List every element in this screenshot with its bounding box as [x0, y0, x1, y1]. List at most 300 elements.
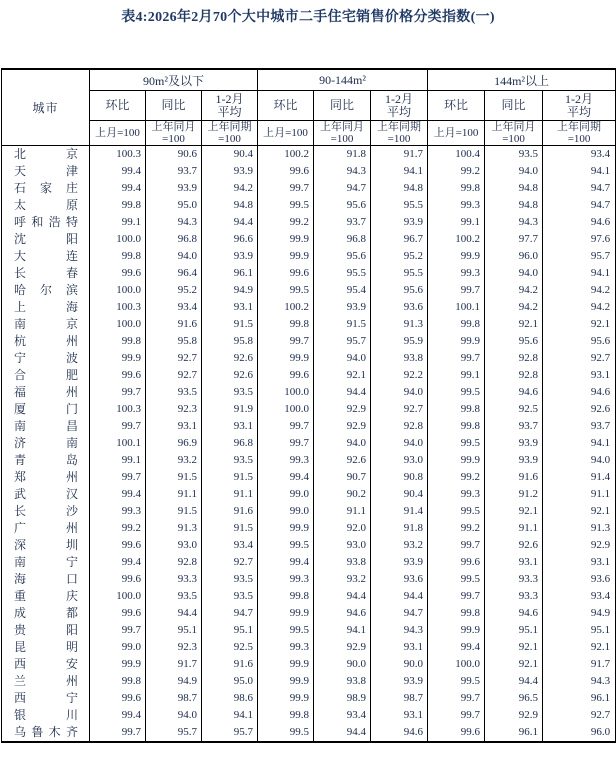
city-name: 银 川 — [14, 708, 78, 722]
value-cell: 99.9 — [258, 520, 314, 537]
table-header — [2, 69, 616, 146]
city-name: 上 海 — [14, 300, 78, 314]
value-cell: 90.4 — [202, 146, 258, 164]
value-cell: 94.4 — [146, 605, 202, 622]
city-cell — [2, 248, 90, 265]
value-cell: 99.7 — [90, 469, 146, 486]
col-header-mom-g1: 环比 — [90, 91, 146, 121]
value-cell: 92.6 — [485, 537, 543, 554]
city-name: 南 京 — [14, 317, 78, 331]
value-cell: 92.9 — [485, 707, 543, 724]
value-cell: 99.6 — [258, 265, 314, 282]
value-cell: 94.0 — [314, 350, 371, 367]
value-cell: 92.6 — [314, 452, 371, 469]
value-cell: 93.1 — [543, 554, 616, 571]
table-row — [2, 146, 616, 164]
value-cell: 93.5 — [146, 588, 202, 605]
group-header-90-144: 90-144m² — [258, 69, 428, 91]
city-cell — [2, 486, 90, 503]
value-cell: 93.9 — [314, 299, 371, 316]
value-cell: 99.1 — [90, 452, 146, 469]
city-cell — [2, 180, 90, 197]
value-cell: 99.8 — [258, 707, 314, 724]
value-cell: 95.1 — [485, 622, 543, 639]
value-cell: 93.1 — [371, 707, 428, 724]
value-cell: 92.5 — [202, 639, 258, 656]
value-cell: 100.1 — [90, 435, 146, 452]
table-row — [2, 520, 616, 537]
value-cell: 94.9 — [543, 605, 616, 622]
table-row — [2, 180, 616, 197]
value-cell: 99.7 — [258, 435, 314, 452]
base-header-row — [2, 121, 616, 146]
value-cell: 99.9 — [90, 656, 146, 673]
value-cell: 92.8 — [371, 418, 428, 435]
city-cell — [2, 299, 90, 316]
value-cell: 96.6 — [202, 231, 258, 248]
value-cell: 99.9 — [258, 673, 314, 690]
table-row — [2, 197, 616, 214]
value-cell: 93.5 — [202, 452, 258, 469]
value-cell: 99.3 — [428, 265, 485, 282]
value-cell: 95.1 — [543, 622, 616, 639]
table-row — [2, 622, 616, 639]
value-cell: 94.0 — [485, 265, 543, 282]
col-base-avg-g1: 上年同期 =100 — [202, 121, 258, 146]
city-cell — [2, 367, 90, 384]
value-cell: 92.7 — [146, 367, 202, 384]
value-cell: 95.8 — [146, 333, 202, 350]
city-name: 呼 和 浩 特 — [14, 215, 78, 229]
city-name: 昆 明 — [14, 640, 78, 654]
value-cell: 99.1 — [90, 214, 146, 231]
value-cell: 94.0 — [314, 435, 371, 452]
city-cell — [2, 231, 90, 248]
value-cell: 92.7 — [543, 707, 616, 724]
city-name: 大 连 — [14, 249, 78, 263]
value-cell: 99.7 — [258, 180, 314, 197]
value-cell: 93.5 — [485, 146, 543, 164]
value-cell: 95.2 — [146, 282, 202, 299]
value-cell: 91.6 — [485, 469, 543, 486]
value-cell: 92.7 — [543, 350, 616, 367]
value-cell: 94.3 — [314, 163, 371, 180]
value-cell: 94.1 — [371, 163, 428, 180]
value-cell: 99.8 — [258, 588, 314, 605]
value-cell: 91.5 — [202, 520, 258, 537]
table-row — [2, 537, 616, 554]
city-name: 厦 门 — [14, 402, 78, 416]
col-base-avg-g3: 上年同期 =100 — [543, 121, 616, 146]
table-row — [2, 469, 616, 486]
value-cell: 99.9 — [428, 333, 485, 350]
value-cell: 93.4 — [146, 299, 202, 316]
col-base-mom-g3: 上月=100 — [428, 121, 485, 146]
value-cell: 99.6 — [258, 163, 314, 180]
value-cell: 91.5 — [146, 469, 202, 486]
value-cell: 99.2 — [428, 520, 485, 537]
value-cell: 99.5 — [428, 384, 485, 401]
col-header-mom-g3: 环比 — [428, 91, 485, 121]
col-header-yoy-g2: 同比 — [314, 91, 371, 121]
value-cell: 93.7 — [543, 418, 616, 435]
value-cell: 99.0 — [258, 486, 314, 503]
city-cell — [2, 588, 90, 605]
city-cell — [2, 622, 90, 639]
value-cell: 99.1 — [428, 214, 485, 231]
value-cell: 92.1 — [543, 316, 616, 333]
table-row — [2, 588, 616, 605]
value-cell: 99.3 — [258, 452, 314, 469]
table-row — [2, 248, 616, 265]
value-cell: 93.9 — [371, 554, 428, 571]
value-cell: 99.5 — [258, 537, 314, 554]
city-name: 济 南 — [14, 436, 78, 450]
city-cell — [2, 146, 90, 164]
value-cell: 93.4 — [543, 146, 616, 164]
value-cell: 94.6 — [543, 384, 616, 401]
value-cell: 100.2 — [258, 146, 314, 164]
city-name: 南 昌 — [14, 419, 78, 433]
value-cell: 99.7 — [90, 622, 146, 639]
value-cell: 94.2 — [202, 180, 258, 197]
value-cell: 93.9 — [146, 180, 202, 197]
value-cell: 99.4 — [90, 163, 146, 180]
value-cell: 95.7 — [146, 724, 202, 742]
city-name: 西 安 — [14, 657, 78, 671]
table-row — [2, 707, 616, 724]
value-cell: 100.2 — [428, 231, 485, 248]
value-cell: 99.4 — [258, 469, 314, 486]
value-cell: 96.7 — [371, 231, 428, 248]
value-cell: 94.7 — [543, 180, 616, 197]
value-cell: 99.3 — [428, 486, 485, 503]
value-cell: 93.3 — [146, 571, 202, 588]
value-cell: 94.8 — [371, 180, 428, 197]
value-cell: 95.7 — [543, 248, 616, 265]
value-cell: 94.1 — [314, 622, 371, 639]
value-cell: 92.6 — [543, 401, 616, 418]
value-cell: 92.1 — [543, 503, 616, 520]
value-cell: 92.3 — [146, 639, 202, 656]
price-index-table — [1, 68, 616, 743]
value-cell: 99.8 — [258, 316, 314, 333]
table-row — [2, 639, 616, 656]
city-name: 沈 阳 — [14, 232, 78, 246]
value-cell: 93.5 — [202, 571, 258, 588]
value-cell: 99.7 — [428, 707, 485, 724]
value-cell: 91.1 — [543, 486, 616, 503]
value-cell: 99.3 — [90, 503, 146, 520]
table-row — [2, 214, 616, 231]
value-cell: 99.7 — [258, 418, 314, 435]
table-row — [2, 333, 616, 350]
value-cell: 92.2 — [371, 367, 428, 384]
group-header-90-and-below: 90m²及以下 — [90, 69, 258, 91]
value-cell: 95.5 — [314, 265, 371, 282]
value-cell: 99.5 — [428, 435, 485, 452]
value-cell: 94.0 — [371, 384, 428, 401]
table-row — [2, 418, 616, 435]
value-cell: 99.7 — [258, 333, 314, 350]
city-cell — [2, 418, 90, 435]
value-cell: 93.4 — [314, 707, 371, 724]
value-cell: 91.6 — [202, 656, 258, 673]
city-name: 深 圳 — [14, 538, 78, 552]
value-cell: 94.2 — [485, 282, 543, 299]
value-cell: 92.9 — [543, 537, 616, 554]
value-cell: 94.7 — [314, 180, 371, 197]
value-cell: 94.0 — [146, 248, 202, 265]
value-cell: 93.1 — [371, 639, 428, 656]
value-cell: 99.6 — [90, 605, 146, 622]
value-cell: 100.3 — [90, 146, 146, 164]
value-cell: 93.5 — [146, 384, 202, 401]
value-cell: 99.5 — [428, 503, 485, 520]
table-row — [2, 503, 616, 520]
city-cell — [2, 707, 90, 724]
value-cell: 99.8 — [90, 333, 146, 350]
value-cell: 93.8 — [314, 673, 371, 690]
value-cell: 96.5 — [485, 690, 543, 707]
value-cell: 91.5 — [202, 316, 258, 333]
value-cell: 99.7 — [90, 724, 146, 742]
value-cell: 95.7 — [202, 724, 258, 742]
value-cell: 94.6 — [371, 724, 428, 742]
value-cell: 99.7 — [428, 588, 485, 605]
city-cell — [2, 639, 90, 656]
value-cell: 93.3 — [485, 588, 543, 605]
value-cell: 100.3 — [90, 401, 146, 418]
group-header-row — [2, 69, 616, 91]
value-cell: 93.2 — [371, 537, 428, 554]
value-cell: 96.1 — [202, 265, 258, 282]
value-cell: 99.4 — [90, 707, 146, 724]
value-cell: 99.5 — [258, 724, 314, 742]
city-cell — [2, 469, 90, 486]
city-name: 重 庆 — [14, 589, 78, 603]
value-cell: 96.8 — [314, 231, 371, 248]
city-cell — [2, 265, 90, 282]
table-row — [2, 605, 616, 622]
value-cell: 99.8 — [428, 418, 485, 435]
value-cell: 99.6 — [90, 265, 146, 282]
city-cell — [2, 316, 90, 333]
value-cell: 95.5 — [371, 197, 428, 214]
col-base-yoy-g2: 上年同月 =100 — [314, 121, 371, 146]
value-cell: 99.9 — [258, 656, 314, 673]
value-cell: 94.0 — [146, 707, 202, 724]
value-cell: 92.9 — [314, 639, 371, 656]
value-cell: 90.2 — [314, 486, 371, 503]
city-name: 杭 州 — [14, 334, 78, 348]
city-cell — [2, 333, 90, 350]
value-cell: 97.6 — [543, 231, 616, 248]
value-cell: 99.2 — [428, 469, 485, 486]
value-cell: 92.5 — [485, 401, 543, 418]
value-cell: 91.9 — [202, 401, 258, 418]
value-cell: 96.9 — [146, 435, 202, 452]
value-cell: 94.1 — [543, 163, 616, 180]
value-cell: 99.8 — [428, 401, 485, 418]
city-name: 郑 州 — [14, 470, 78, 484]
value-cell: 94.1 — [543, 265, 616, 282]
value-cell: 94.4 — [314, 724, 371, 742]
value-cell: 99.3 — [258, 639, 314, 656]
value-cell: 91.8 — [314, 146, 371, 164]
value-cell: 94.8 — [202, 197, 258, 214]
table-body — [2, 146, 616, 743]
value-cell: 91.1 — [485, 520, 543, 537]
value-cell: 98.9 — [314, 690, 371, 707]
table-row — [2, 435, 616, 452]
value-cell: 90.4 — [371, 486, 428, 503]
table-row — [2, 163, 616, 180]
city-cell — [2, 656, 90, 673]
value-cell: 97.7 — [485, 231, 543, 248]
city-cell — [2, 350, 90, 367]
value-cell: 94.4 — [202, 214, 258, 231]
value-cell: 96.1 — [485, 724, 543, 742]
city-cell — [2, 401, 90, 418]
value-cell: 92.0 — [314, 520, 371, 537]
value-cell: 95.8 — [202, 333, 258, 350]
value-cell: 91.3 — [371, 316, 428, 333]
value-cell: 94.6 — [314, 605, 371, 622]
value-cell: 99.0 — [258, 503, 314, 520]
value-cell: 95.6 — [314, 197, 371, 214]
value-cell: 91.1 — [146, 486, 202, 503]
value-cell: 99.6 — [428, 724, 485, 742]
city-name: 兰 州 — [14, 674, 78, 688]
city-name: 青 岛 — [14, 453, 78, 467]
value-cell: 91.1 — [314, 503, 371, 520]
city-name: 天 津 — [14, 164, 78, 178]
city-cell — [2, 197, 90, 214]
metric-header-row — [2, 91, 616, 121]
value-cell: 94.7 — [543, 197, 616, 214]
value-cell: 94.7 — [371, 605, 428, 622]
value-cell: 100.0 — [428, 656, 485, 673]
city-name: 福 州 — [14, 385, 78, 399]
page-title: 表4:2026年2月70个大中城市二手住宅销售价格分类指数(一) — [121, 10, 495, 25]
city-name: 太 原 — [14, 198, 78, 212]
value-cell: 99.8 — [90, 248, 146, 265]
value-cell: 98.7 — [146, 690, 202, 707]
value-cell: 99.0 — [90, 639, 146, 656]
value-cell: 90.0 — [314, 656, 371, 673]
value-cell: 92.7 — [146, 350, 202, 367]
value-cell: 93.9 — [485, 435, 543, 452]
value-cell: 100.0 — [258, 401, 314, 418]
value-cell: 100.0 — [258, 384, 314, 401]
col-header-avg-g1: 1-2月 平均 — [202, 91, 258, 121]
city-cell — [2, 503, 90, 520]
city-cell — [2, 571, 90, 588]
table-row — [2, 265, 616, 282]
value-cell: 92.8 — [146, 554, 202, 571]
value-cell: 93.1 — [485, 554, 543, 571]
city-cell — [2, 537, 90, 554]
value-cell: 99.5 — [428, 673, 485, 690]
table-row — [2, 690, 616, 707]
value-cell: 93.9 — [485, 452, 543, 469]
value-cell: 93.6 — [543, 571, 616, 588]
col-base-avg-g2: 上年同期 =100 — [371, 121, 428, 146]
value-cell: 99.4 — [258, 554, 314, 571]
col-base-yoy-g3: 上年同月 =100 — [485, 121, 543, 146]
city-name: 石 家 庄 — [14, 181, 78, 195]
value-cell: 93.1 — [202, 418, 258, 435]
city-name: 长 春 — [14, 266, 78, 280]
value-cell: 100.0 — [90, 231, 146, 248]
table-row — [2, 486, 616, 503]
table-row — [2, 401, 616, 418]
value-cell: 99.5 — [428, 571, 485, 588]
value-cell: 96.8 — [146, 231, 202, 248]
value-cell: 99.2 — [428, 163, 485, 180]
value-cell: 98.7 — [371, 690, 428, 707]
value-cell: 90.7 — [314, 469, 371, 486]
value-cell: 91.2 — [485, 486, 543, 503]
value-cell: 99.9 — [428, 622, 485, 639]
value-cell: 91.3 — [146, 520, 202, 537]
value-cell: 94.4 — [371, 588, 428, 605]
value-cell: 91.7 — [146, 656, 202, 673]
value-cell: 92.3 — [146, 401, 202, 418]
value-cell: 95.6 — [543, 333, 616, 350]
value-cell: 99.4 — [90, 486, 146, 503]
value-cell: 95.1 — [202, 622, 258, 639]
value-cell: 99.1 — [428, 367, 485, 384]
city-name: 武 汉 — [14, 487, 78, 501]
col-header-avg-g3: 1-2月 平均 — [543, 91, 616, 121]
city-cell — [2, 435, 90, 452]
value-cell: 93.9 — [202, 163, 258, 180]
city-name: 合 肥 — [14, 368, 78, 382]
value-cell: 99.6 — [428, 554, 485, 571]
value-cell: 92.6 — [202, 350, 258, 367]
value-cell: 94.2 — [543, 299, 616, 316]
city-cell — [2, 163, 90, 180]
city-name: 宁 波 — [14, 351, 78, 365]
value-cell: 93.1 — [202, 299, 258, 316]
value-cell: 93.7 — [314, 214, 371, 231]
value-cell: 91.5 — [146, 503, 202, 520]
value-cell: 92.7 — [371, 401, 428, 418]
value-cell: 99.8 — [90, 673, 146, 690]
value-cell: 96.4 — [146, 265, 202, 282]
value-cell: 99.9 — [258, 350, 314, 367]
value-cell: 99.9 — [428, 248, 485, 265]
value-cell: 93.9 — [202, 248, 258, 265]
city-name: 广 州 — [14, 521, 78, 535]
value-cell: 90.8 — [371, 469, 428, 486]
table-row — [2, 367, 616, 384]
value-cell: 99.9 — [428, 452, 485, 469]
table-row — [2, 673, 616, 690]
value-cell: 91.5 — [202, 469, 258, 486]
value-cell: 91.5 — [314, 316, 371, 333]
value-cell: 92.8 — [485, 367, 543, 384]
value-cell: 99.4 — [90, 180, 146, 197]
value-cell: 95.0 — [146, 197, 202, 214]
table-row — [2, 384, 616, 401]
value-cell: 95.6 — [485, 333, 543, 350]
value-cell: 94.7 — [202, 605, 258, 622]
value-cell: 100.4 — [428, 146, 485, 164]
value-cell: 99.8 — [428, 316, 485, 333]
